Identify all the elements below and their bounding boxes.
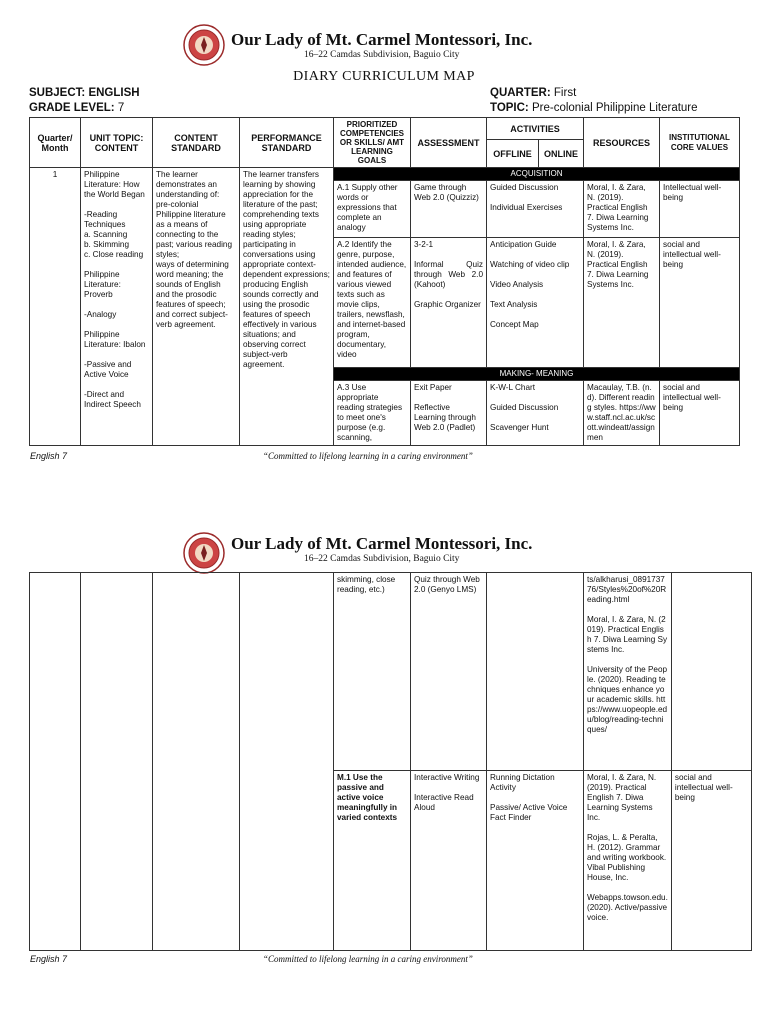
content-standard-cell: The learner demonstrates an understanding of: pre-colonial Philippine literature as a means of connecting to the past; various reading styles; ways of determining word meaning; the sounds of English and the prosodic features of speech; and correct subject-verb agreement. [153,168,240,446]
resources-a3-cont: ts/alkharusi_089173776/Styles%20of%20Reading.html Moral, I. & Zara, N. (2019). Practical English 7. Diwa Learning Systems Inc. University of the People. (2020). Reading techniques enhance your academic skills. https://www.uopeople.edu/blog/reading-techniques/ [584,573,672,771]
document-title: DIARY CURRICULUM MAP [293,69,475,84]
topic-value: Pre-colonial Philippine Literature [531,102,698,114]
subject-value: ENGLISH [88,87,140,99]
quarter-cell: 1 [30,168,81,446]
grade-label: GRADE LEVEL: [29,102,115,114]
school-address: 16–22 Camdas Subdivision, Baguio City [304,50,460,60]
performance-standard-cell-cont [240,573,334,951]
competency-m1: M.1 Use the passive and active voice meaningfully in varied contexts [334,771,411,951]
resources-a2: Moral, I. & Zara, N. (2019). Practical English 7. Diwa Learning Systems Inc. [584,238,660,368]
quarter-cell-cont [30,573,81,951]
offline-a3-cont [487,573,584,771]
assessment-m1: Interactive Writing Interactive Read Aloud [411,771,487,951]
school-seal-icon [183,532,225,574]
school-seal-icon [183,24,225,66]
school-address: 16–22 Camdas Subdivision, Baguio City [304,554,460,564]
quarter-line [490,87,576,99]
school-name: Our Lady of Mt. Carmel Montessori, Inc. [231,30,533,49]
values-a1: Intellectual well-being [660,181,740,238]
header-online: ONLINE [539,140,584,168]
curriculum-table-page-2 [29,572,752,951]
topic-label: TOPIC: [490,102,529,114]
assessment-a1: Game through Web 2.0 (Quizziz) [411,181,487,238]
page-2 [0,512,768,1024]
unit-topic-cell: Philippine Literature: How the World Began -Reading Techniques a. Scanning b. Skimming c. Close reading Philippine Literature: Proverb -Analogy Philippine Literature: Ibalon -Passive and Active Voice -Direct and Indirect Speech [81,168,153,446]
performance-standard-cell: The learner transfers learning by showing appreciation for the literature of the past; comprehending texts using appropriate reading styles; participating in conversations using appropriate context-dependent expressions; producing English sounds correctly and using the prosodic features of speech effectively in various situations; and observing correct subject-verb agreement. [240,168,334,446]
page-1 [0,0,768,470]
header-quarter: Quarter/ Month [30,118,81,168]
values-a3: social and intellectual well-being [660,381,740,446]
footer-subject: English 7 [30,451,68,461]
quarter-label: QUARTER: [490,87,551,99]
grade-line [29,102,124,114]
resources-m1: Moral, I. & Zara, N. (2019). Practical English 7. Diwa Learning Systems Inc. Rojas, L. & Peralta, H. (2012). Grammar and writing workbook. Vibal Publishing House, Inc. Webapps.towson.edu. (2020). Active/passive voice. [584,771,672,951]
footer-motto: “Committed to lifelong learning in a caring environment” [263,451,473,461]
footer-subject: English 7 [30,954,68,964]
competency-a2: A.2 Identify the genre, purpose, intended audience, and features of various viewed texts such as movie clips, trailers, newsflash, and internet-based program, documentary, video [334,238,411,368]
header-activities: ACTIVITIES [487,118,584,140]
resources-a1: Moral, I. & Zara, N. (2019). Practical English 7. Diwa Learning Systems Inc. [584,181,660,238]
topic-line [490,102,698,114]
header-content-standard: CONTENT STANDARD [153,118,240,168]
offline-a2: Anticipation Guide Watching of video clip Video Analysis Text Analysis Concept Map [487,238,584,368]
offline-a3: K-W-L Chart Guided Discussion Scavenger Hunt [487,381,584,446]
values-a3-cont [671,573,751,771]
assessment-a3-cont: Quiz through Web 2.0 (Genyo LMS) [411,573,487,771]
offline-a1: Guided Discussion Individual Exercises [487,181,584,238]
header-competencies: PRIORITIZED COMPETENCIES OR SKILLS/ AMT LEARNING GOALS [334,118,411,168]
header-unit-topic: UNIT TOPIC: CONTENT [81,118,153,168]
resources-a3: Macaulay, T.B. (n.d). Different reading styles. https://www.staff.ncl.ac.uk/scott.windeatt/assignmen [584,381,660,446]
subject-label: SUBJECT: [29,87,86,99]
competency-a3: A.3 Use appropriate reading strategies to meet one's purpose (e.g. scanning, [334,381,411,446]
unit-topic-cell-cont [81,573,153,951]
making-meaning-band: MAKING- MEANING [334,368,740,381]
offline-m1: Running Dictation Activity Passive/ Active Voice Fact Finder [487,771,584,951]
header-core-values: INSTITUTIONAL CORE VALUES [660,118,740,168]
quarter-value: First [553,87,577,99]
assessment-a3: Exit Paper Reflective Learning through Web 2.0 (Padlet) [411,381,487,446]
curriculum-table-page-1 [29,117,740,446]
header-resources: RESOURCES [584,118,660,168]
values-a2: social and intellectual well-being [660,238,740,368]
grade-value: 7 [117,102,125,114]
values-m1: social and intellectual well-being [671,771,751,951]
competency-a1: A.1 Supply other words or expressions that complete an analogy [334,181,411,238]
subject-line [29,87,140,99]
header-assessment: ASSESSMENT [411,118,487,168]
acquisition-band: ACQUISITION [334,168,740,181]
content-standard-cell-cont [153,573,240,951]
school-name: Our Lady of Mt. Carmel Montessori, Inc. [231,534,533,553]
header-performance-standard: PERFORMANCE STANDARD [240,118,334,168]
assessment-a2: 3-2-1 Informal Quiz through Web 2.0 (Kahoot) Graphic Organizer [411,238,487,368]
footer-motto: “Committed to lifelong learning in a caring environment” [263,954,473,964]
competency-a3-cont: skimming, close reading, etc.) [334,573,411,771]
header-offline: OFFLINE [487,140,539,168]
